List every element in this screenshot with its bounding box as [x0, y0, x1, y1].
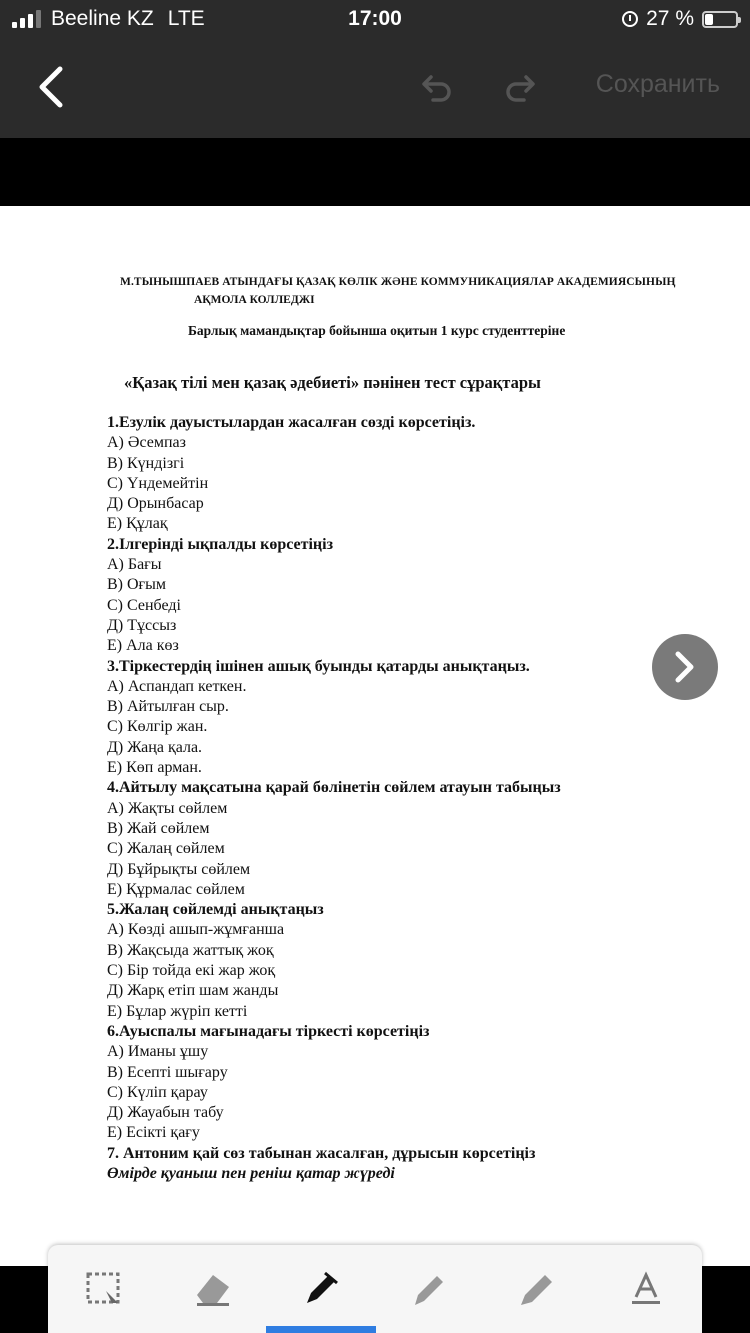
pen-icon	[301, 1269, 341, 1309]
answer-option: В) Айтылған сыр.	[107, 698, 229, 716]
header-line-1: М.ТЫНЫШПАЕВ АТЫНДАҒЫ ҚАЗАҚ КӨЛІК ЖӘНЕ КОММУНИКАЦИЯЛАР АКАДЕМИЯСЫНЫҢ	[120, 276, 676, 288]
question-text: 7. Антоним қай сөз табынан жасалған, дұрысын көрсетіңіз	[107, 1144, 536, 1162]
text-tool[interactable]	[626, 1269, 666, 1309]
question-text: 3.Тіркестердің ішінен ашық буынды қатарды анықтаңыз.	[107, 657, 530, 675]
active-tool-indicator	[266, 1326, 376, 1333]
chevron-left-icon	[30, 63, 74, 111]
question-block	[107, 535, 561, 657]
example-sentence: Өмірде қуаныш пен реніш қатар жүреді	[107, 1164, 395, 1182]
top-black-band	[0, 138, 750, 206]
status-bar	[0, 0, 750, 38]
chevron-right-icon	[672, 651, 698, 683]
question-text: 1.Езулік дауыстылардан жасалған сөзді көрсетіңіз.	[107, 414, 476, 431]
question-text: 6.Ауыспалы мағынадағы тіркесті көрсетіңіз	[107, 1022, 430, 1040]
answer-option: Д) Жаңа қала.	[107, 738, 203, 756]
eraser-icon	[193, 1269, 233, 1309]
clock: 17:00	[348, 7, 402, 30]
highlighter-icon	[517, 1269, 557, 1309]
lasso-select-icon	[84, 1269, 124, 1309]
answer-option: С) Көлгір жан.	[107, 718, 208, 736]
answer-option: Е) Құрмалас сөйлем	[107, 880, 245, 898]
status-right	[622, 7, 738, 31]
alarm-icon	[622, 11, 638, 27]
answer-option: Е) Бұлар жүріп кетті	[107, 1002, 248, 1020]
answer-option: Е) Көп арман.	[107, 759, 202, 777]
question-text: 4.Айтылу мақсатына қарай бөлінетін сөйлем атауын табыңыз	[107, 779, 561, 797]
header-line-2: АҚМОЛА КОЛЛЕДЖІ	[194, 294, 315, 306]
battery-icon	[702, 11, 738, 28]
answer-option: С) Бір тойда екі жар жоқ	[107, 962, 276, 980]
save-button[interactable]: Сохранить	[595, 70, 720, 98]
status-left	[12, 7, 205, 31]
document-page	[0, 206, 750, 1266]
question-block	[107, 1144, 561, 1185]
markup-toolbar	[48, 1245, 702, 1333]
header-line-3: Барлық мамандықтар бойынша оқитын 1 курс студенттеріне	[188, 323, 566, 338]
answer-option: А) Аспандап кеткен.	[107, 677, 247, 695]
battery-percent: 27 %	[646, 7, 694, 30]
answer-option: А) Бағы	[107, 556, 162, 574]
question-text: 2.Ілгерінді ықпалды көрсетіңіз	[107, 535, 334, 553]
answer-option: Е) Есікті қағу	[107, 1124, 200, 1142]
redo-icon	[502, 68, 542, 108]
answer-option: С) Үндемейтін	[107, 474, 209, 492]
answer-option: Е) Құлақ	[107, 515, 168, 533]
back-button[interactable]	[30, 63, 74, 111]
answer-option: Д) Тұссыз	[107, 616, 177, 634]
question-text: 5.Жалаң сөйлемді анықтаңыз	[107, 901, 324, 919]
question-block	[107, 900, 561, 1022]
undo-icon	[415, 68, 455, 108]
text-format-icon	[626, 1269, 666, 1309]
answer-option: Е) Ала көз	[107, 637, 179, 655]
answer-option: А) Әсемпаз	[107, 434, 186, 452]
highlighter-tool[interactable]	[517, 1269, 557, 1309]
carrier-name: Beeline KZ	[51, 7, 154, 30]
answer-option: Д) Бұйрықты сөйлем	[107, 860, 251, 878]
question-block	[107, 657, 561, 779]
redo-button[interactable]	[502, 68, 542, 108]
subject-title: «Қазақ тілі мен қазақ әдебиеті» пәнінен тест сұрақтары	[124, 373, 541, 392]
answer-option: В) Жай сөйлем	[107, 819, 210, 837]
question-block	[107, 1022, 561, 1144]
app-toolbar	[0, 38, 750, 138]
pen-tool[interactable]	[301, 1269, 341, 1309]
answer-option: А) Иманы ұшу	[107, 1043, 209, 1061]
answer-option: В) Есепті шығару	[107, 1063, 228, 1081]
answer-option: С) Күліп қарау	[107, 1083, 208, 1101]
lasso-select-tool[interactable]	[84, 1269, 124, 1309]
answer-option: В) Жақсыда жаттық жоқ	[107, 941, 274, 959]
signal-icon	[12, 10, 41, 28]
marker-icon	[409, 1269, 449, 1309]
next-page-button[interactable]	[652, 634, 718, 700]
question-list	[107, 413, 561, 1184]
eraser-tool[interactable]	[193, 1269, 233, 1309]
marker-tool[interactable]	[409, 1269, 449, 1309]
answer-option: А) Көзді ашып-жұмғанша	[107, 921, 285, 939]
answer-option: Д) Жауабын табу	[107, 1104, 224, 1122]
answer-option: С) Жалаң сөйлем	[107, 840, 225, 858]
answer-option: В) Оғым	[107, 576, 166, 594]
answer-option: С) Сенбеді	[107, 596, 181, 614]
question-block	[107, 778, 561, 900]
answer-option: Д) Жарқ етіп шам жанды	[107, 982, 279, 1000]
question-block	[107, 413, 561, 535]
answer-option: Д) Орынбасар	[107, 495, 204, 513]
undo-button[interactable]	[415, 68, 455, 108]
network-type: LTE	[167, 7, 205, 30]
answer-option: А) Жақты сөйлем	[107, 799, 228, 817]
answer-option: В) Күндізгі	[107, 454, 185, 472]
battery-fill	[705, 14, 713, 25]
